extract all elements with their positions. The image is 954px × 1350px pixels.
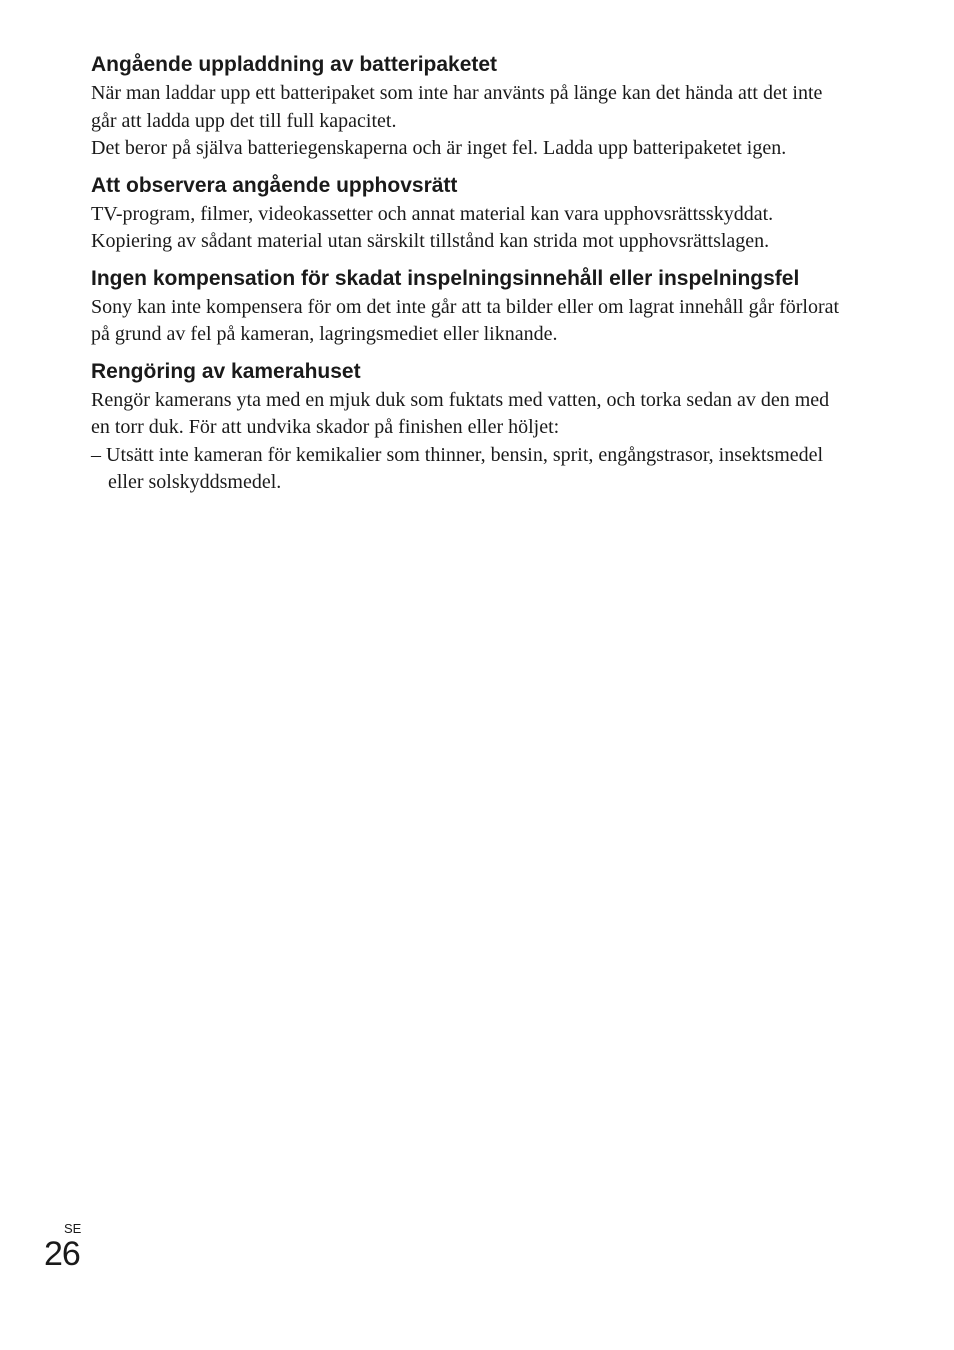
section-heading: Rengöring av kamerahuset	[91, 359, 361, 383]
language-code: SE	[64, 1221, 82, 1236]
section-heading: Att observera angående upphovsrätt	[91, 173, 458, 197]
bullet-item: – Utsätt inte kameran för kemikalier som thinner, bensin, sprit, engångstrasor, insektsmedel eller solskyddsmedel.	[91, 443, 824, 493]
section-paragraph: Rengör kamerans yta med en mjuk duk som fuktats med vatten, och torka sedan av den med en torr duk. För att undvika skador på finishen eller höljet:	[91, 388, 830, 438]
section-heading: Angående uppladdning av batteripaketet	[91, 53, 498, 76]
section-heading: Ingen kompensation för skadat inspelningsinnehåll eller inspelningsfel	[91, 266, 800, 290]
section-no-compensation	[91, 264, 851, 349]
document-body	[91, 50, 851, 497]
section-paragraph: Det beror på själva batteriegenskaperna och är inget fel. Ladda upp batteripaketet igen.	[91, 137, 787, 159]
section-paragraph: Sony kan inte kompensera för om det inte går att ta bilder eller om lagrat innehåll går förlorat på grund av fel på kameran, lagringsmediet eller liknande.	[91, 295, 840, 345]
section-copyright	[91, 171, 851, 256]
page-footer	[44, 1222, 94, 1272]
page-number: 26	[44, 1235, 80, 1273]
section-battery-charging	[91, 50, 851, 163]
section-cleaning	[91, 357, 851, 497]
section-paragraph: TV-program, filmer, videokassetter och annat material kan vara upphovsrättsskyddat. Kopiering av sådant material utan särskilt tillstånd kan strida mot upphovsrättslagen.	[91, 202, 774, 252]
section-paragraph: När man laddar upp ett batteripaket som inte har använts på länge kan det hända att det inte går att ladda upp det till full kapacitet.	[91, 82, 823, 132]
